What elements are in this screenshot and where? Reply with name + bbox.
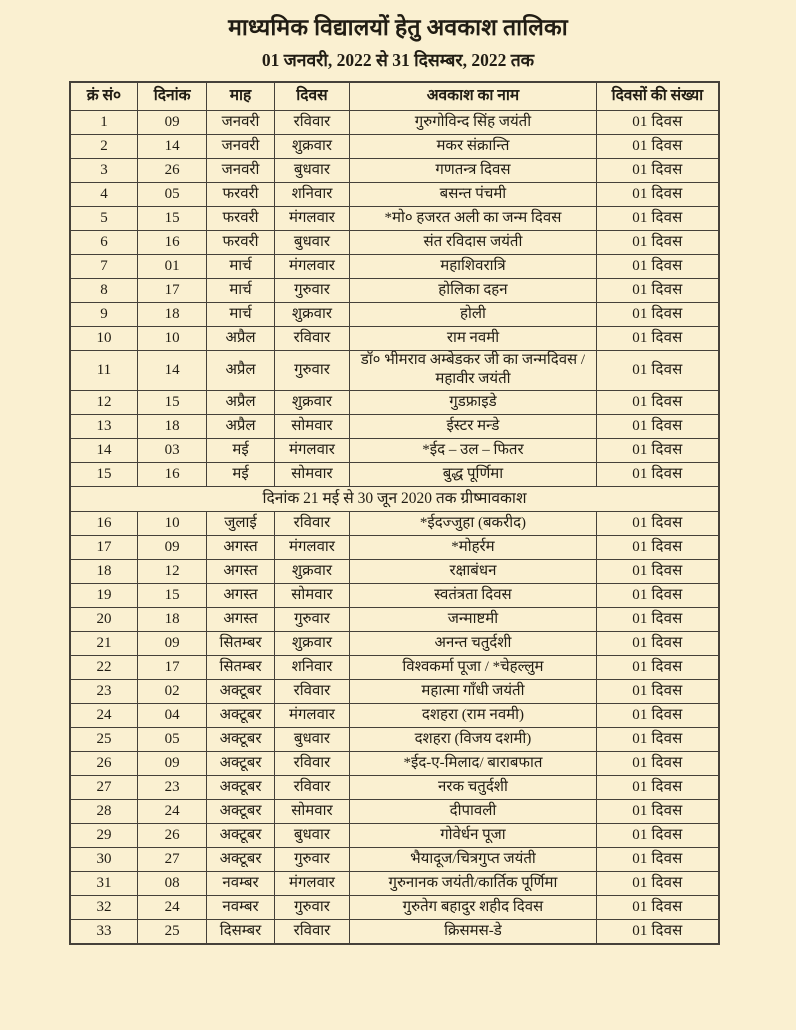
cell-holiday-name: डॉ० भीमराव अम्बेडकर जी का जन्मदिवस / महावीर जयंती bbox=[350, 350, 597, 390]
cell-days-count: 01 दिवस bbox=[596, 278, 719, 302]
cell-month: सितम्बर bbox=[207, 631, 274, 655]
cell-serial-number: 17 bbox=[70, 535, 137, 559]
cell-date: 23 bbox=[137, 775, 206, 799]
cell-month: नवम्बर bbox=[207, 895, 274, 919]
cell-days-count: 01 दिवस bbox=[596, 158, 719, 182]
cell-serial-number: 26 bbox=[70, 751, 137, 775]
cell-month: अक्टूबर bbox=[207, 751, 274, 775]
cell-serial-number: 12 bbox=[70, 390, 137, 414]
cell-month: मई bbox=[207, 438, 274, 462]
header-month: माह bbox=[207, 82, 274, 111]
cell-month: अप्रैल bbox=[207, 350, 274, 390]
cell-day: बुधवार bbox=[274, 823, 349, 847]
cell-holiday-name: *ईद-ए-मिलाद/ बाराबफात bbox=[350, 751, 597, 775]
cell-serial-number: 10 bbox=[70, 326, 137, 350]
cell-serial-number: 32 bbox=[70, 895, 137, 919]
cell-holiday-name: ईस्टर मन्डे bbox=[350, 414, 597, 438]
table-row bbox=[70, 847, 719, 871]
cell-serial-number: 4 bbox=[70, 182, 137, 206]
cell-month: अक्टूबर bbox=[207, 847, 274, 871]
cell-serial-number: 33 bbox=[70, 919, 137, 944]
cell-date: 16 bbox=[137, 230, 206, 254]
cell-days-count: 01 दिवस bbox=[596, 727, 719, 751]
table-row bbox=[70, 703, 719, 727]
cell-serial-number: 30 bbox=[70, 847, 137, 871]
cell-serial-number: 20 bbox=[70, 607, 137, 631]
cell-holiday-name: *ईदज्जुहा (बकरीद) bbox=[350, 511, 597, 535]
cell-days-count: 01 दिवस bbox=[596, 350, 719, 390]
cell-day: गुरुवार bbox=[274, 847, 349, 871]
cell-date: 17 bbox=[137, 655, 206, 679]
cell-date: 18 bbox=[137, 414, 206, 438]
cell-day: मंगलवार bbox=[274, 871, 349, 895]
page-header bbox=[0, 0, 796, 72]
page-subtitle: 01 जनवरी, 2022 से 31 दिसम्बर, 2022 तक bbox=[261, 49, 535, 70]
cell-month: अक्टूबर bbox=[207, 823, 274, 847]
cell-holiday-name: *ईद – उल – फितर bbox=[350, 438, 597, 462]
table-row bbox=[70, 230, 719, 254]
cell-serial-number: 21 bbox=[70, 631, 137, 655]
table-row bbox=[70, 462, 719, 486]
cell-date: 16 bbox=[137, 462, 206, 486]
cell-day: बुधवार bbox=[274, 727, 349, 751]
cell-holiday-name: *मोहर्रम bbox=[350, 535, 597, 559]
cell-serial-number: 11 bbox=[70, 350, 137, 390]
cell-serial-number: 9 bbox=[70, 302, 137, 326]
cell-day: गुरुवार bbox=[274, 895, 349, 919]
cell-date: 17 bbox=[137, 278, 206, 302]
table-row bbox=[70, 110, 719, 134]
cell-month: मार्च bbox=[207, 254, 274, 278]
cell-days-count: 01 दिवस bbox=[596, 438, 719, 462]
header-days-count: दिवसों की संख्या bbox=[596, 82, 719, 111]
cell-holiday-name: क्रिसमस-डे bbox=[350, 919, 597, 944]
cell-date: 26 bbox=[137, 158, 206, 182]
cell-serial-number: 6 bbox=[70, 230, 137, 254]
cell-holiday-name: दीपावली bbox=[350, 799, 597, 823]
cell-month: फरवरी bbox=[207, 206, 274, 230]
cell-month: अगस्त bbox=[207, 607, 274, 631]
cell-serial-number: 25 bbox=[70, 727, 137, 751]
table-row bbox=[70, 631, 719, 655]
cell-days-count: 01 दिवस bbox=[596, 655, 719, 679]
cell-month: अगस्त bbox=[207, 535, 274, 559]
cell-serial-number: 24 bbox=[70, 703, 137, 727]
page-title: माध्यमिक विद्यालयों हेतु अवकाश तालिका bbox=[228, 15, 568, 40]
cell-holiday-name: गोवेर्धन पूजा bbox=[350, 823, 597, 847]
cell-holiday-name: मकर संक्रान्ति bbox=[350, 134, 597, 158]
table-row bbox=[70, 206, 719, 230]
cell-month: दिसम्बर bbox=[207, 919, 274, 944]
cell-holiday-name: होली bbox=[350, 302, 597, 326]
cell-days-count: 01 दिवस bbox=[596, 182, 719, 206]
cell-day: शुक्रवार bbox=[274, 134, 349, 158]
cell-days-count: 01 दिवस bbox=[596, 511, 719, 535]
cell-holiday-name: गुडफ्राइडे bbox=[350, 390, 597, 414]
cell-date: 04 bbox=[137, 703, 206, 727]
cell-serial-number: 16 bbox=[70, 511, 137, 535]
cell-holiday-name: बुद्ध पूर्णिमा bbox=[350, 462, 597, 486]
cell-days-count: 01 दिवस bbox=[596, 631, 719, 655]
cell-day: मंगलवार bbox=[274, 703, 349, 727]
table-row bbox=[70, 751, 719, 775]
cell-holiday-name: गणतन्त्र दिवस bbox=[350, 158, 597, 182]
header-serial-number: क्रं सं० bbox=[70, 82, 137, 111]
cell-month: अप्रैल bbox=[207, 390, 274, 414]
cell-holiday-name: स्वतंत्रता दिवस bbox=[350, 583, 597, 607]
cell-month: जनवरी bbox=[207, 158, 274, 182]
cell-month: मार्च bbox=[207, 278, 274, 302]
holiday-table bbox=[69, 81, 720, 945]
cell-day: शुक्रवार bbox=[274, 631, 349, 655]
cell-date: 15 bbox=[137, 206, 206, 230]
cell-date: 08 bbox=[137, 871, 206, 895]
cell-day: रविवार bbox=[274, 775, 349, 799]
table-row bbox=[70, 583, 719, 607]
cell-days-count: 01 दिवस bbox=[596, 775, 719, 799]
cell-date: 26 bbox=[137, 823, 206, 847]
cell-month: अक्टूबर bbox=[207, 703, 274, 727]
table-row bbox=[70, 158, 719, 182]
cell-month: फरवरी bbox=[207, 182, 274, 206]
cell-date: 09 bbox=[137, 631, 206, 655]
cell-serial-number: 8 bbox=[70, 278, 137, 302]
cell-month: अप्रैल bbox=[207, 326, 274, 350]
header-date: दिनांक bbox=[137, 82, 206, 111]
table-row bbox=[70, 655, 719, 679]
table-row bbox=[70, 559, 719, 583]
cell-date: 24 bbox=[137, 799, 206, 823]
cell-holiday-name: संत रविदास जयंती bbox=[350, 230, 597, 254]
cell-holiday-name: नरक चतुर्दशी bbox=[350, 775, 597, 799]
cell-day: शनिवार bbox=[274, 655, 349, 679]
cell-days-count: 01 दिवस bbox=[596, 895, 719, 919]
cell-holiday-name: विश्वकर्मा पूजा / *चेहल्लुम bbox=[350, 655, 597, 679]
cell-days-count: 01 दिवस bbox=[596, 462, 719, 486]
table-row bbox=[70, 679, 719, 703]
cell-date: 24 bbox=[137, 895, 206, 919]
summer-vacation-row bbox=[70, 486, 719, 511]
table-row bbox=[70, 727, 719, 751]
header-day: दिवस bbox=[274, 82, 349, 111]
cell-days-count: 01 दिवस bbox=[596, 823, 719, 847]
cell-month: अक्टूबर bbox=[207, 727, 274, 751]
cell-day: सोमवार bbox=[274, 583, 349, 607]
cell-month: जुलाई bbox=[207, 511, 274, 535]
cell-serial-number: 31 bbox=[70, 871, 137, 895]
cell-day: शुक्रवार bbox=[274, 559, 349, 583]
table-row bbox=[70, 775, 719, 799]
table-row bbox=[70, 799, 719, 823]
table-row bbox=[70, 182, 719, 206]
summer-vacation-note: दिनांक 21 मई से 30 जून 2020 तक ग्रीष्मावकाश bbox=[70, 486, 719, 511]
cell-day: शनिवार bbox=[274, 182, 349, 206]
cell-day: शुक्रवार bbox=[274, 302, 349, 326]
cell-day: बुधवार bbox=[274, 158, 349, 182]
cell-day: बुधवार bbox=[274, 230, 349, 254]
cell-date: 15 bbox=[137, 390, 206, 414]
cell-date: 25 bbox=[137, 919, 206, 944]
cell-holiday-name: *मो० हजरत अली का जन्म दिवस bbox=[350, 206, 597, 230]
cell-day: रविवार bbox=[274, 751, 349, 775]
table-row bbox=[70, 278, 719, 302]
cell-serial-number: 13 bbox=[70, 414, 137, 438]
cell-month: नवम्बर bbox=[207, 871, 274, 895]
cell-days-count: 01 दिवस bbox=[596, 607, 719, 631]
cell-date: 10 bbox=[137, 326, 206, 350]
table-row bbox=[70, 895, 719, 919]
cell-holiday-name: गुरुतेग बहादुर शहीद दिवस bbox=[350, 895, 597, 919]
cell-date: 09 bbox=[137, 110, 206, 134]
cell-holiday-name: रक्षाबंधन bbox=[350, 559, 597, 583]
cell-date: 09 bbox=[137, 751, 206, 775]
cell-date: 15 bbox=[137, 583, 206, 607]
cell-month: जनवरी bbox=[207, 110, 274, 134]
cell-date: 09 bbox=[137, 535, 206, 559]
cell-date: 14 bbox=[137, 350, 206, 390]
cell-days-count: 01 दिवस bbox=[596, 679, 719, 703]
cell-holiday-name: भैयादूज/चित्रगुप्त जयंती bbox=[350, 847, 597, 871]
cell-date: 18 bbox=[137, 607, 206, 631]
cell-serial-number: 2 bbox=[70, 134, 137, 158]
cell-holiday-name: गुरुनानक जयंती/कार्तिक पूर्णिमा bbox=[350, 871, 597, 895]
table-row bbox=[70, 254, 719, 278]
cell-serial-number: 19 bbox=[70, 583, 137, 607]
cell-day: रविवार bbox=[274, 679, 349, 703]
cell-day: गुरुवार bbox=[274, 278, 349, 302]
cell-month: अगस्त bbox=[207, 559, 274, 583]
cell-days-count: 01 दिवस bbox=[596, 134, 719, 158]
cell-days-count: 01 दिवस bbox=[596, 230, 719, 254]
cell-date: 18 bbox=[137, 302, 206, 326]
cell-date: 05 bbox=[137, 182, 206, 206]
cell-holiday-name: दशहरा (राम नवमी) bbox=[350, 703, 597, 727]
cell-serial-number: 28 bbox=[70, 799, 137, 823]
table-row bbox=[70, 823, 719, 847]
cell-month: मई bbox=[207, 462, 274, 486]
cell-days-count: 01 दिवस bbox=[596, 919, 719, 944]
cell-days-count: 01 दिवस bbox=[596, 847, 719, 871]
cell-month: अक्टूबर bbox=[207, 679, 274, 703]
table-row bbox=[70, 511, 719, 535]
header-holiday-name: अवकाश का नाम bbox=[350, 82, 597, 111]
cell-date: 02 bbox=[137, 679, 206, 703]
cell-day: सोमवार bbox=[274, 799, 349, 823]
cell-serial-number: 14 bbox=[70, 438, 137, 462]
cell-month: फरवरी bbox=[207, 230, 274, 254]
table-row bbox=[70, 535, 719, 559]
cell-serial-number: 27 bbox=[70, 775, 137, 799]
cell-days-count: 01 दिवस bbox=[596, 326, 719, 350]
cell-days-count: 01 दिवस bbox=[596, 751, 719, 775]
cell-day: गुरुवार bbox=[274, 607, 349, 631]
cell-day: रविवार bbox=[274, 110, 349, 134]
cell-date: 14 bbox=[137, 134, 206, 158]
cell-day: रविवार bbox=[274, 326, 349, 350]
cell-serial-number: 23 bbox=[70, 679, 137, 703]
cell-days-count: 01 दिवस bbox=[596, 871, 719, 895]
cell-month: सितम्बर bbox=[207, 655, 274, 679]
cell-days-count: 01 दिवस bbox=[596, 414, 719, 438]
cell-month: अक्टूबर bbox=[207, 775, 274, 799]
cell-date: 10 bbox=[137, 511, 206, 535]
cell-days-count: 01 दिवस bbox=[596, 703, 719, 727]
table-row bbox=[70, 390, 719, 414]
cell-month: अक्टूबर bbox=[207, 799, 274, 823]
cell-days-count: 01 दिवस bbox=[596, 559, 719, 583]
cell-days-count: 01 दिवस bbox=[596, 535, 719, 559]
table-row bbox=[70, 438, 719, 462]
table-header-row bbox=[70, 82, 719, 111]
cell-date: 27 bbox=[137, 847, 206, 871]
cell-serial-number: 15 bbox=[70, 462, 137, 486]
cell-date: 03 bbox=[137, 438, 206, 462]
cell-date: 05 bbox=[137, 727, 206, 751]
table-row bbox=[70, 871, 719, 895]
cell-days-count: 01 दिवस bbox=[596, 206, 719, 230]
cell-holiday-name: महात्मा गाँधी जयंती bbox=[350, 679, 597, 703]
cell-days-count: 01 दिवस bbox=[596, 390, 719, 414]
cell-date: 01 bbox=[137, 254, 206, 278]
table-row bbox=[70, 350, 719, 390]
cell-holiday-name: होलिका दहन bbox=[350, 278, 597, 302]
table-row bbox=[70, 414, 719, 438]
cell-day: मंगलवार bbox=[274, 206, 349, 230]
cell-days-count: 01 दिवस bbox=[596, 254, 719, 278]
cell-month: जनवरी bbox=[207, 134, 274, 158]
cell-holiday-name: राम नवमी bbox=[350, 326, 597, 350]
cell-holiday-name: महाशिवरात्रि bbox=[350, 254, 597, 278]
table-row bbox=[70, 134, 719, 158]
cell-month: अगस्त bbox=[207, 583, 274, 607]
table-row bbox=[70, 607, 719, 631]
table-body bbox=[70, 110, 719, 944]
cell-day: शुक्रवार bbox=[274, 390, 349, 414]
cell-day: मंगलवार bbox=[274, 254, 349, 278]
cell-serial-number: 5 bbox=[70, 206, 137, 230]
cell-date: 12 bbox=[137, 559, 206, 583]
cell-days-count: 01 दिवस bbox=[596, 583, 719, 607]
cell-holiday-name: दशहरा (विजय दशमी) bbox=[350, 727, 597, 751]
cell-day: मंगलवार bbox=[274, 535, 349, 559]
cell-days-count: 01 दिवस bbox=[596, 110, 719, 134]
cell-day: सोमवार bbox=[274, 414, 349, 438]
cell-holiday-name: अनन्त चतुर्दशी bbox=[350, 631, 597, 655]
cell-holiday-name: बसन्त पंचमी bbox=[350, 182, 597, 206]
cell-serial-number: 29 bbox=[70, 823, 137, 847]
cell-day: रविवार bbox=[274, 919, 349, 944]
cell-month: मार्च bbox=[207, 302, 274, 326]
cell-day: गुरुवार bbox=[274, 350, 349, 390]
cell-holiday-name: गुरुगोविन्द सिंह जयंती bbox=[350, 110, 597, 134]
table-row bbox=[70, 302, 719, 326]
cell-holiday-name: जन्माष्टमी bbox=[350, 607, 597, 631]
cell-serial-number: 22 bbox=[70, 655, 137, 679]
table-row bbox=[70, 919, 719, 944]
table-row bbox=[70, 326, 719, 350]
cell-days-count: 01 दिवस bbox=[596, 799, 719, 823]
cell-month: अप्रैल bbox=[207, 414, 274, 438]
cell-day: मंगलवार bbox=[274, 438, 349, 462]
cell-day: रविवार bbox=[274, 511, 349, 535]
cell-day: सोमवार bbox=[274, 462, 349, 486]
cell-serial-number: 7 bbox=[70, 254, 137, 278]
cell-serial-number: 3 bbox=[70, 158, 137, 182]
cell-serial-number: 1 bbox=[70, 110, 137, 134]
cell-days-count: 01 दिवस bbox=[596, 302, 719, 326]
cell-serial-number: 18 bbox=[70, 559, 137, 583]
